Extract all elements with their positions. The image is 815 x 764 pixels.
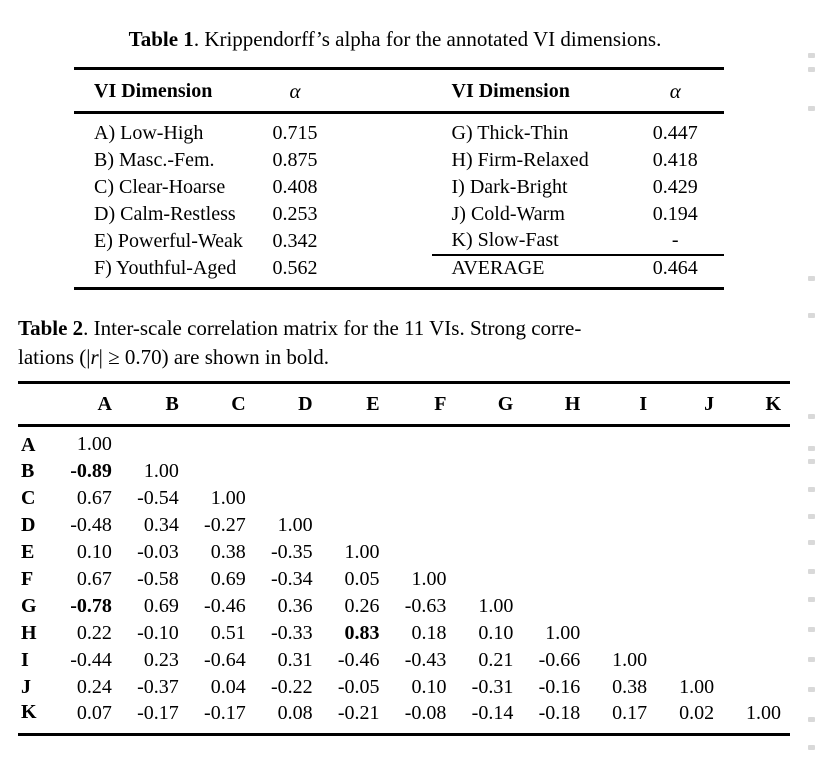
correlation-cell — [656, 539, 723, 566]
correlation-cell — [522, 458, 589, 485]
correlation-cell: -0.17 — [137, 702, 179, 724]
correlation-cell — [522, 485, 589, 512]
vi-dimension-cell: C) Clear-Hoarse — [94, 175, 226, 198]
correlation-cell — [322, 512, 389, 539]
correlation-cell — [656, 512, 723, 539]
correlation-cell: 0.10 — [411, 675, 447, 698]
vi-dimension-cell: J) Cold-Warm — [451, 202, 565, 225]
column-gap — [347, 255, 432, 288]
correlation-cell — [589, 426, 656, 458]
correlation-cell: -0.10 — [137, 621, 179, 644]
correlation-cell: -0.64 — [204, 648, 246, 671]
table2-caption-label: Table 2 — [18, 316, 84, 340]
correlation-cell — [455, 458, 522, 485]
correlation-cell — [389, 539, 456, 566]
average-value-cell: 0.464 — [627, 255, 725, 288]
correlation-cell: 0.34 — [143, 513, 179, 536]
correlation-cell: -0.46 — [204, 594, 246, 617]
correlation-cell: -0.54 — [137, 486, 179, 509]
correlation-cell: 0.67 — [76, 567, 112, 590]
table2-row — [18, 539, 790, 566]
table2-row-label: J — [21, 675, 31, 698]
correlation-cell: -0.44 — [70, 648, 112, 671]
column-gap — [347, 228, 432, 255]
table1-row — [74, 228, 724, 255]
alpha-value-cell: 0.429 — [652, 175, 698, 198]
correlation-cell — [188, 426, 255, 458]
table2-column-header: J — [656, 384, 723, 426]
correlation-cell — [589, 458, 656, 485]
correlation-cell — [656, 593, 723, 620]
average-label-cell: AVERAGE — [432, 255, 627, 288]
correlation-cell: 1.00 — [545, 621, 581, 644]
correlation-cell — [121, 426, 188, 458]
correlation-cell — [656, 485, 723, 512]
correlation-cell: -0.03 — [137, 540, 179, 563]
table1-header-gap — [347, 70, 432, 113]
correlation-cell: 0.18 — [411, 621, 447, 644]
cropped-glyph-fragment — [808, 657, 815, 662]
table1-header-dimension-right: VI Dimension — [432, 70, 627, 113]
correlation-cell — [389, 485, 456, 512]
correlation-cell — [389, 426, 456, 458]
correlation-cell — [723, 485, 790, 512]
correlation-cell — [255, 458, 322, 485]
correlation-cell: -0.35 — [270, 540, 313, 563]
correlation-cell: 1.00 — [679, 675, 715, 698]
alpha-value-cell: 0.562 — [272, 256, 318, 279]
table2 — [18, 381, 790, 736]
cropped-glyph-fragment — [808, 53, 815, 58]
correlation-cell — [589, 593, 656, 620]
correlation-cell: 0.83 — [344, 621, 380, 644]
correlation-cell — [656, 458, 723, 485]
cropped-glyph-fragment — [808, 313, 815, 318]
table2-row — [18, 485, 790, 512]
correlation-cell: 1.00 — [143, 459, 179, 482]
cropped-glyph-fragment — [808, 106, 815, 111]
correlation-cell: -0.31 — [471, 675, 514, 698]
correlation-cell: 0.08 — [277, 702, 313, 724]
correlation-cell — [723, 539, 790, 566]
table1-header-alpha-left: α — [243, 70, 347, 113]
table2-row-label: E — [21, 540, 35, 563]
cropped-glyph-fragment — [808, 446, 815, 451]
correlation-cell: 0.23 — [143, 648, 179, 671]
table2-row-label: A — [21, 433, 36, 456]
correlation-cell: -0.18 — [538, 702, 581, 724]
correlation-cell: -0.89 — [70, 459, 112, 482]
table1 — [74, 67, 724, 290]
table2-column-header: F — [389, 384, 456, 426]
table2-column-header: D — [255, 384, 322, 426]
table2-column-header: E — [322, 384, 389, 426]
table2-row — [18, 701, 790, 734]
correlation-cell — [723, 566, 790, 593]
adjacent-column-fragments — [803, 26, 815, 764]
alpha-value-cell: 0.342 — [272, 229, 318, 252]
correlation-cell — [589, 485, 656, 512]
correlation-cell — [188, 458, 255, 485]
table2-column-header: I — [589, 384, 656, 426]
vi-dimension-cell: D) Calm-Restless — [94, 202, 236, 225]
correlation-cell: -0.78 — [70, 594, 112, 617]
table2-caption-line2: lations (|r| ≥ 0.70) are shown in bold. — [18, 345, 330, 369]
table1-caption-label: Table 1 — [128, 27, 194, 51]
correlation-cell: 0.26 — [344, 594, 380, 617]
correlation-cell: -0.66 — [538, 648, 581, 671]
alpha-value-cell: 0.447 — [652, 122, 698, 144]
alpha-value-cell: 0.875 — [272, 148, 318, 171]
correlation-cell — [589, 566, 656, 593]
table1-row — [74, 147, 724, 174]
correlation-cell — [656, 426, 723, 458]
table2-row — [18, 566, 790, 593]
table2-row — [18, 458, 790, 485]
column-gap — [347, 113, 432, 147]
table1-header-row — [74, 70, 724, 113]
correlation-cell: 1.00 — [76, 433, 112, 455]
correlation-cell: 0.04 — [210, 675, 246, 698]
correlation-cell — [389, 512, 456, 539]
table2-header-row — [18, 384, 790, 426]
paper-page — [0, 26, 815, 764]
column-gap — [347, 201, 432, 228]
table1-body — [74, 113, 724, 288]
table2-row — [18, 674, 790, 701]
correlation-cell: 0.31 — [277, 648, 313, 671]
cropped-glyph-fragment — [808, 459, 815, 464]
table2-row — [18, 620, 790, 647]
correlation-cell: 0.51 — [210, 621, 246, 644]
correlation-cell — [522, 426, 589, 458]
correlation-cell: -0.22 — [270, 675, 313, 698]
table1-row — [74, 201, 724, 228]
correlation-cell: -0.46 — [337, 648, 380, 671]
correlation-cell: -0.21 — [337, 702, 380, 724]
correlation-cell: 1.00 — [344, 540, 380, 563]
table2-corner-cell — [18, 384, 54, 426]
correlation-cell: -0.16 — [538, 675, 581, 698]
correlation-cell — [322, 458, 389, 485]
correlation-cell — [522, 512, 589, 539]
cropped-glyph-fragment — [808, 627, 815, 632]
correlation-cell: 1.00 — [478, 594, 514, 617]
correlation-cell: 0.24 — [76, 675, 112, 698]
correlation-cell: 0.17 — [612, 702, 648, 724]
column-gap — [347, 174, 432, 201]
correlation-cell: -0.58 — [137, 567, 179, 590]
vi-dimension-cell: G) Thick-Thin — [451, 122, 569, 144]
cropped-glyph-fragment — [808, 540, 815, 545]
correlation-cell — [455, 426, 522, 458]
correlation-cell — [723, 426, 790, 458]
table2-column-header: G — [455, 384, 522, 426]
correlation-cell — [255, 485, 322, 512]
table2-column-header: H — [522, 384, 589, 426]
table2-caption-line1: Table 2. Inter-scale correlation matrix for the 11 VIs. Strong corre- — [18, 316, 582, 340]
correlation-cell: -0.14 — [471, 702, 514, 724]
table2-row-label: I — [21, 648, 29, 671]
correlation-cell — [723, 593, 790, 620]
correlation-cell — [589, 539, 656, 566]
table2-column-header: A — [54, 384, 121, 426]
cropped-glyph-fragment — [808, 67, 815, 72]
correlation-cell: -0.63 — [404, 594, 447, 617]
correlation-cell: -0.33 — [270, 621, 313, 644]
correlation-cell — [522, 593, 589, 620]
correlation-cell: 1.00 — [746, 702, 781, 724]
cropped-glyph-fragment — [808, 745, 815, 750]
correlation-cell — [589, 620, 656, 647]
table1-caption-text: . Krippendorff’s alpha for the annotated VI dimensions. — [193, 27, 662, 51]
table1-caption — [0, 26, 790, 52]
correlation-cell: 0.02 — [679, 702, 715, 724]
table2-row-label: C — [21, 486, 36, 509]
correlation-cell — [322, 426, 389, 458]
correlation-cell: 1.00 — [277, 513, 313, 536]
correlation-cell — [522, 539, 589, 566]
correlation-cell — [723, 512, 790, 539]
correlation-cell: 0.69 — [210, 567, 246, 590]
correlation-cell: 0.36 — [277, 594, 313, 617]
vi-dimension-cell: K) Slow-Fast — [451, 229, 559, 251]
correlation-cell — [656, 620, 723, 647]
correlation-cell: -0.05 — [337, 675, 380, 698]
vi-dimension-cell: B) Masc.-Fem. — [94, 148, 215, 171]
correlation-cell — [455, 566, 522, 593]
table2-column-header: C — [188, 384, 255, 426]
correlation-cell: 1.00 — [612, 648, 648, 671]
correlation-cell: 1.00 — [210, 486, 246, 509]
table1-row — [74, 174, 724, 201]
table2-row-label: H — [21, 621, 37, 644]
cropped-glyph-fragment — [808, 687, 815, 692]
math-r: r — [90, 345, 99, 369]
cropped-glyph-fragment — [808, 514, 815, 519]
correlation-cell: 0.10 — [478, 621, 514, 644]
correlation-cell — [389, 458, 456, 485]
correlation-cell: -0.43 — [404, 648, 447, 671]
vi-dimension-cell: I) Dark-Bright — [451, 175, 568, 198]
table1-header-alpha-right: α — [627, 70, 725, 113]
alpha-value-cell: - — [671, 229, 679, 251]
correlation-cell — [455, 485, 522, 512]
correlation-cell — [723, 674, 790, 701]
table2-row — [18, 426, 790, 458]
table2-column-header: K — [723, 384, 790, 426]
correlation-cell: 0.22 — [76, 621, 112, 644]
correlation-cell: 0.38 — [612, 675, 648, 698]
table1-row — [74, 255, 724, 288]
correlation-cell — [723, 647, 790, 674]
alpha-value-cell: 0.715 — [272, 122, 318, 144]
table2-row-label: B — [21, 459, 35, 482]
vi-dimension-cell: H) Firm-Relaxed — [451, 148, 589, 171]
table2-caption — [18, 314, 794, 372]
correlation-cell — [723, 458, 790, 485]
correlation-cell — [255, 426, 322, 458]
table2-row-label: G — [21, 594, 37, 617]
correlation-cell: 0.69 — [143, 594, 179, 617]
correlation-cell: -0.48 — [70, 513, 112, 536]
correlation-cell: 0.21 — [478, 648, 514, 671]
table2-row-label: F — [21, 567, 34, 590]
table2-row-label: D — [21, 513, 36, 536]
alpha-value-cell: 0.194 — [652, 202, 698, 225]
vi-dimension-cell: E) Powerful-Weak — [94, 229, 243, 252]
cropped-glyph-fragment — [808, 569, 815, 574]
cropped-glyph-fragment — [808, 597, 815, 602]
correlation-cell — [656, 566, 723, 593]
table1-header-dimension-left: VI Dimension — [74, 70, 243, 113]
correlation-cell: 0.05 — [344, 567, 380, 590]
table2-row — [18, 512, 790, 539]
correlation-cell: -0.37 — [137, 675, 179, 698]
correlation-cell: -0.34 — [270, 567, 313, 590]
vi-dimension-cell: F) Youthful-Aged — [94, 256, 237, 279]
cropped-glyph-fragment — [808, 276, 815, 281]
alpha-value-cell: 0.408 — [272, 175, 318, 198]
cropped-glyph-fragment — [808, 414, 815, 419]
table2-column-header: B — [121, 384, 188, 426]
cropped-glyph-fragment — [808, 717, 815, 722]
column-gap — [347, 147, 432, 174]
table2-row-label: K — [21, 701, 37, 724]
correlation-cell: 1.00 — [411, 567, 447, 590]
correlation-cell — [455, 539, 522, 566]
correlation-cell — [589, 512, 656, 539]
correlation-cell — [723, 620, 790, 647]
correlation-cell: 0.10 — [76, 540, 112, 563]
correlation-cell: -0.27 — [204, 513, 246, 536]
alpha-value-cell: 0.253 — [272, 202, 318, 225]
correlation-cell — [656, 647, 723, 674]
correlation-cell: 0.07 — [76, 702, 112, 724]
correlation-cell — [455, 512, 522, 539]
alpha-value-cell: 0.418 — [652, 148, 698, 171]
correlation-cell: 0.38 — [210, 540, 246, 563]
table1-row — [74, 113, 724, 147]
correlation-cell: -0.17 — [204, 702, 246, 724]
correlation-cell: 0.67 — [76, 486, 112, 509]
correlation-cell — [522, 566, 589, 593]
cropped-glyph-fragment — [808, 487, 815, 492]
correlation-cell: -0.08 — [404, 702, 447, 724]
table2-row — [18, 647, 790, 674]
table2-body — [18, 426, 790, 734]
table2-row — [18, 593, 790, 620]
correlation-cell — [322, 485, 389, 512]
vi-dimension-cell: A) Low-High — [94, 122, 204, 144]
